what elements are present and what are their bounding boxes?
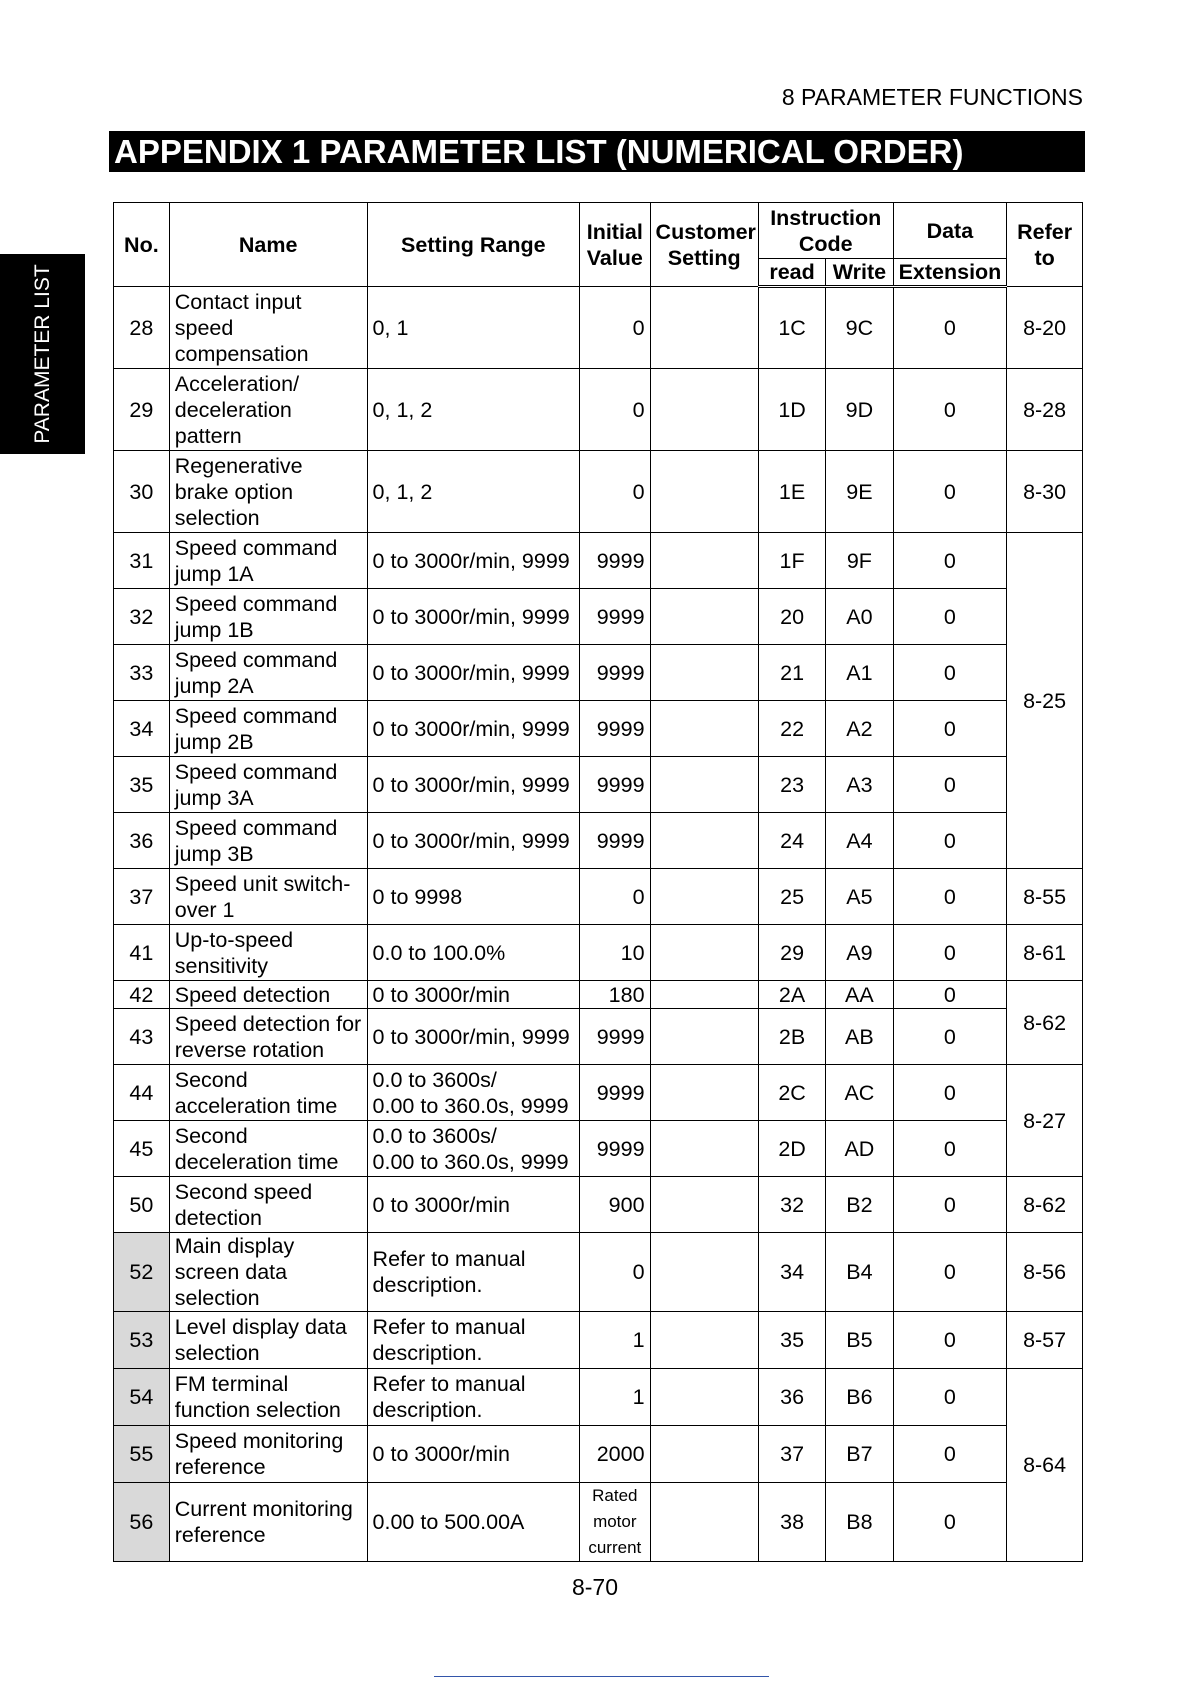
table-row [114,813,1083,869]
param-name: Up-to-speed sensitivity [169,925,367,981]
param-name: Regenerative brake option selection [169,451,367,533]
param-name: Second speed detection [169,1177,367,1233]
data-extension: 0 [893,1121,1007,1177]
customer-setting [650,813,758,869]
write-code: AB [826,1009,893,1065]
header-refer-to: Refer to [1007,203,1083,287]
data-extension: 0 [893,1312,1007,1369]
param-name: Speed command jump 3A [169,757,367,813]
data-extension: 0 [893,533,1007,589]
parameter-table [113,202,1083,1562]
customer-setting [650,1483,758,1562]
data-extension: 0 [893,1483,1007,1562]
read-code: 2B [758,1009,825,1065]
data-extension: 0 [893,1177,1007,1233]
refer-page: 8-55 [1007,869,1083,925]
setting-range [367,1065,580,1121]
write-code: B6 [826,1369,893,1426]
customer-setting [650,451,758,533]
initial-value: 900 [580,1177,650,1233]
param-no: 45 [114,1121,170,1177]
table-row [114,1312,1083,1369]
write-code: B4 [826,1233,893,1312]
table-row [114,701,1083,757]
customer-setting [650,869,758,925]
customer-setting [650,589,758,645]
param-name: Speed unit switch-over 1 [169,869,367,925]
refer-page: 8-64 [1007,1369,1083,1562]
read-code: 24 [758,813,825,869]
write-code: 9E [826,451,893,533]
read-code: 37 [758,1426,825,1483]
table-row [114,287,1083,369]
initial-value: 9999 [580,645,650,701]
table-row [114,869,1083,925]
write-code: A4 [826,813,893,869]
table-row [114,925,1083,981]
initial-value: 9999 [580,1009,650,1065]
refer-page: 8-28 [1007,369,1083,451]
refer-page: 8-30 [1007,451,1083,533]
setting-range-line: 0.0 to 3600s/ [372,1123,497,1148]
setting-range: 0 to 3000r/min, 9999 [367,645,580,701]
read-code: 32 [758,1177,825,1233]
table-row [114,757,1083,813]
initial-value: 1 [580,1312,650,1369]
initial-value: 9999 [580,813,650,869]
setting-range: 0 to 3000r/min, 9999 [367,533,580,589]
write-code: AA [826,981,893,1009]
setting-range: 0 to 3000r/min, 9999 [367,757,580,813]
read-code: 1F [758,533,825,589]
table-row [114,451,1083,533]
refer-page: 8-20 [1007,287,1083,369]
setting-range: 0 to 3000r/min [367,1426,580,1483]
setting-range: 0 to 9998 [367,869,580,925]
initial-value: 9999 [580,701,650,757]
param-no: 28 [114,287,170,369]
setting-range-line: 0.0 to 3600s/ [372,1067,497,1092]
table-row [114,1233,1083,1312]
param-no: 33 [114,645,170,701]
setting-range: 0, 1 [367,287,580,369]
data-extension: 0 [893,869,1007,925]
header-setting-range: Setting Range [367,203,580,287]
write-code: A1 [826,645,893,701]
running-header: 8 PARAMETER FUNCTIONS [781,84,1083,110]
param-no: 42 [114,981,170,1009]
data-extension: 0 [893,981,1007,1009]
data-extension: 0 [893,1233,1007,1312]
initial-value: 0 [580,1233,650,1312]
customer-setting [650,1233,758,1312]
param-name: Speed command jump 2A [169,645,367,701]
table-row [114,645,1083,701]
data-extension: 0 [893,925,1007,981]
param-no: 53 [114,1312,170,1369]
read-code: 20 [758,589,825,645]
param-no: 34 [114,701,170,757]
initial-value: 9999 [580,1121,650,1177]
write-code: A2 [826,701,893,757]
data-extension: 0 [893,451,1007,533]
header-extension: Extension [893,259,1007,287]
param-name: FM terminal function selection [169,1369,367,1426]
header-name: Name [169,203,367,287]
data-extension: 0 [893,589,1007,645]
initial-value: 180 [580,981,650,1009]
refer-page: 8-27 [1007,1065,1083,1177]
table-row [114,1009,1083,1065]
setting-range: 0 to 3000r/min [367,1177,580,1233]
initial-value: 0 [580,451,650,533]
setting-range: Refer to manual description. [367,1233,580,1312]
read-code: 2C [758,1065,825,1121]
header-customer-setting: Customer Setting [650,203,758,287]
data-extension: 0 [893,1065,1007,1121]
param-name: Speed command jump 1B [169,589,367,645]
initial-value: 9999 [580,757,650,813]
read-code: 2A [758,981,825,1009]
refer-page: 8-57 [1007,1312,1083,1369]
customer-setting [650,981,758,1009]
data-extension: 0 [893,287,1007,369]
side-tab-label: PARAMETER LIST [30,264,54,444]
param-no: 52 [114,1233,170,1312]
refer-page: 8-56 [1007,1233,1083,1312]
customer-setting [650,1009,758,1065]
setting-range: 0 to 3000r/min [367,981,580,1009]
param-no: 29 [114,369,170,451]
footer-rule [434,1676,769,1677]
param-no: 32 [114,589,170,645]
read-code: 38 [758,1483,825,1562]
param-no: 30 [114,451,170,533]
param-name: Speed detection [169,981,367,1009]
param-name: Speed command jump 3B [169,813,367,869]
write-code: 9C [826,287,893,369]
write-code: AC [826,1065,893,1121]
setting-range: 0, 1, 2 [367,369,580,451]
table-row [114,1121,1083,1177]
param-no: 35 [114,757,170,813]
data-extension: 0 [893,645,1007,701]
setting-range [367,1121,580,1177]
appendix-title: APPENDIX 1 PARAMETER LIST (NUMERICAL ORDER) [109,131,1085,172]
write-code: A0 [826,589,893,645]
initial-value: 0 [580,369,650,451]
data-extension: 0 [893,1426,1007,1483]
setting-range: 0.00 to 500.00A [367,1483,580,1562]
table-row [114,589,1083,645]
param-no: 56 [114,1483,170,1562]
param-name: Second deceleration time [169,1121,367,1177]
customer-setting [650,925,758,981]
param-name: Level display data selection [169,1312,367,1369]
customer-setting [650,287,758,369]
read-code: 23 [758,757,825,813]
write-code: B5 [826,1312,893,1369]
customer-setting [650,645,758,701]
table-row [114,981,1083,1009]
data-extension: 0 [893,1009,1007,1065]
setting-range-line: 0.00 to 360.0s, 9999 [372,1149,569,1174]
header-write: Write [826,259,893,287]
read-code: 36 [758,1369,825,1426]
data-extension: 0 [893,813,1007,869]
table-row [114,1369,1083,1426]
side-tab [0,254,85,454]
write-code: 9F [826,533,893,589]
write-code: B2 [826,1177,893,1233]
initial-value: 0 [580,869,650,925]
initial-value: 0 [580,287,650,369]
initial-value: 10 [580,925,650,981]
initial-value: 9999 [580,533,650,589]
write-code: A9 [826,925,893,981]
table-row [114,369,1083,451]
table-row [114,1426,1083,1483]
customer-setting [650,1312,758,1369]
read-code: 2D [758,1121,825,1177]
initial-value: 9999 [580,1065,650,1121]
customer-setting [650,1121,758,1177]
read-code: 35 [758,1312,825,1369]
data-extension: 0 [893,369,1007,451]
read-code: 25 [758,869,825,925]
param-name: Speed command jump 1A [169,533,367,589]
write-code: B7 [826,1426,893,1483]
customer-setting [650,369,758,451]
setting-range: Refer to manual description. [367,1312,580,1369]
initial-value: 2000 [580,1426,650,1483]
param-no: 55 [114,1426,170,1483]
param-no: 31 [114,533,170,589]
param-name: Current monitoring reference [169,1483,367,1562]
setting-range: Refer to manual description. [367,1369,580,1426]
param-no: 37 [114,869,170,925]
param-no: 54 [114,1369,170,1426]
write-code: A3 [826,757,893,813]
read-code: 22 [758,701,825,757]
setting-range: 0.0 to 100.0% [367,925,580,981]
customer-setting [650,757,758,813]
param-name: Second acceleration time [169,1065,367,1121]
header-data: Data [893,203,1007,259]
param-name: Main display screen data selection [169,1233,367,1312]
header-read: read [758,259,825,287]
param-name: Acceleration/ deceleration pattern [169,369,367,451]
read-code: 34 [758,1233,825,1312]
customer-setting [650,533,758,589]
param-no: 44 [114,1065,170,1121]
table-row [114,1177,1083,1233]
read-code: 29 [758,925,825,981]
data-extension: 0 [893,757,1007,813]
customer-setting [650,1369,758,1426]
customer-setting [650,1426,758,1483]
setting-range: 0 to 3000r/min, 9999 [367,701,580,757]
read-code: 1D [758,369,825,451]
param-name: Speed command jump 2B [169,701,367,757]
header-instruction-code: Instruction Code [758,203,893,259]
table-row [114,1483,1083,1562]
refer-page: 8-25 [1007,533,1083,869]
param-name: Speed detection for reverse rotation [169,1009,367,1065]
write-code: A5 [826,869,893,925]
read-code: 21 [758,645,825,701]
param-no: 43 [114,1009,170,1065]
customer-setting [650,701,758,757]
initial-value: Rated motor current [580,1483,650,1562]
table-row [114,533,1083,589]
initial-value: 9999 [580,589,650,645]
setting-range: 0 to 3000r/min, 9999 [367,813,580,869]
setting-range-line: 0.00 to 360.0s, 9999 [372,1093,569,1118]
write-code: 9D [826,369,893,451]
read-code: 1E [758,451,825,533]
setting-range: 0 to 3000r/min, 9999 [367,589,580,645]
initial-value: 1 [580,1369,650,1426]
header-no: No. [114,203,170,287]
write-code: B8 [826,1483,893,1562]
customer-setting [650,1177,758,1233]
customer-setting [650,1065,758,1121]
param-no: 36 [114,813,170,869]
table-row [114,1065,1083,1121]
param-name: Contact input speed compensation [169,287,367,369]
page-number: 8-70 [571,1574,619,1600]
refer-page: 8-62 [1007,1177,1083,1233]
param-no: 41 [114,925,170,981]
header-initial-value: Initial Value [580,203,650,287]
refer-page: 8-62 [1007,981,1083,1065]
data-extension: 0 [893,701,1007,757]
param-name: Speed monitoring reference [169,1426,367,1483]
setting-range: 0, 1, 2 [367,451,580,533]
data-extension: 0 [893,1369,1007,1426]
setting-range: 0 to 3000r/min, 9999 [367,1009,580,1065]
write-code: AD [826,1121,893,1177]
refer-page: 8-61 [1007,925,1083,981]
param-no: 50 [114,1177,170,1233]
read-code: 1C [758,287,825,369]
